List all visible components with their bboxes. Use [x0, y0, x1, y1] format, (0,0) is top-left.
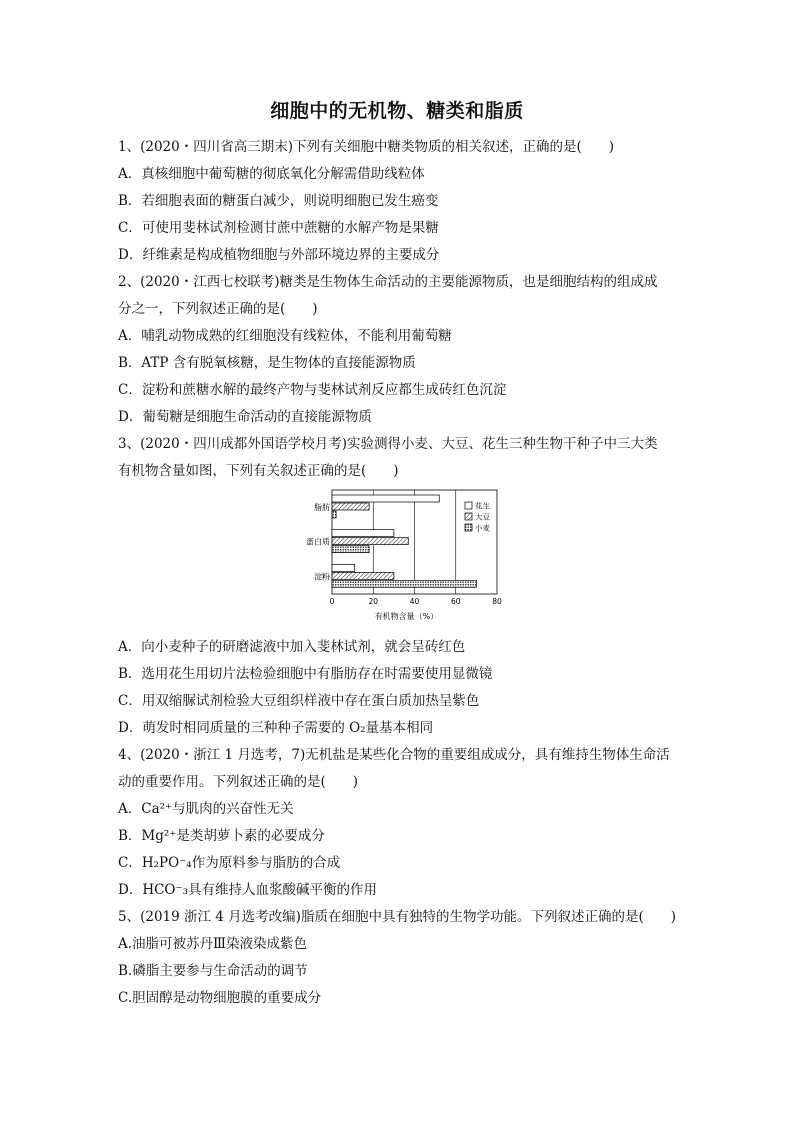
category-label: 淀粉 [314, 572, 330, 582]
q3-option-d: D．萌发时相同质量的三种种子需要的 O₂量基本相同 [118, 720, 434, 736]
bar-小麦 [332, 511, 336, 518]
q2-stem-line2: 分之一，下列叙述正确的是( ) [118, 301, 318, 317]
q1-stem: 1、(2020・四川省高三期末)下列有关细胞中糖类物质的相关叙述，正确的是( ) [118, 139, 615, 155]
legend-swatch [465, 524, 472, 531]
q4-option-c: C．H₂PO⁻₄作为原料参与脂肪的合成 [118, 855, 341, 871]
q3-stem-line1: 3、(2020・四川成都外国语学校月考)实验测得小麦、大豆、花生三种生物干种子中三大类 [118, 436, 658, 452]
q5-option-c: C.胆固醇是动物细胞膜的重要成分 [118, 990, 322, 1006]
bar-花生 [332, 530, 394, 537]
q3-stem-line2: 有机物含量如图，下列有关叙述正确的是( ) [118, 463, 399, 479]
bar-大豆 [332, 503, 369, 510]
q5-option-a: A.油脂可被苏丹Ⅲ染液染成紫色 [118, 936, 308, 952]
page-title: 细胞中的无机物、糖类和脂质 [270, 100, 524, 122]
q4-option-d: D．HCO⁻₃具有维持人血浆酸碱平衡的作用 [118, 882, 378, 898]
q3-option-c: C．用双缩脲试剂检验大豆组织样液中存在蛋白质加热呈紫色 [118, 693, 480, 709]
legend-swatch [465, 502, 472, 509]
q1-option-d: D．纤维素是构成植物细胞与外部环境边界的主要成分 [118, 247, 440, 263]
x-tick-label: 60 [450, 597, 461, 606]
q3-option-a: A．向小麦种子的研磨滤液中加入斐林试剂，就会呈砖红色 [118, 639, 466, 655]
x-axis-label: 有机物含量（%） [374, 612, 439, 621]
q1-option-b: B．若细胞表面的糖蛋白减少，则说明细胞已发生癌变 [118, 193, 439, 209]
x-tick-label: 40 [409, 597, 420, 606]
legend-label: 小麦 [475, 523, 490, 533]
q2-option-d: D．葡萄糖是细胞生命活动的直接能源物质 [118, 409, 372, 425]
bar-小麦 [332, 580, 476, 587]
q4-stem-line2: 动的重要作用。下列叙述正确的是( ) [118, 774, 359, 790]
q5-stem: 5、(2019 浙江 4 月选考改编)脂质在细胞中具有独特的生物学功能。下列叙述正确的是( ) [118, 909, 676, 925]
q4-stem-line1: 4、(2020・浙江 1 月选考，7)无机盐是某些化合物的重要组成成分，具有维持生物体生命活 [118, 747, 670, 763]
legend-swatch [465, 513, 472, 520]
bar-花生 [332, 564, 355, 571]
q2-option-b: B．ATP 含有脱氧核糖，是生物体的直接能源物质 [118, 355, 416, 371]
q4-option-a: A．Ca²⁺与肌肉的兴奋性无关 [118, 801, 294, 817]
category-label: 脂肪 [314, 503, 330, 512]
bar-花生 [332, 495, 439, 502]
x-tick-label: 80 [492, 597, 502, 606]
bar-大豆 [332, 538, 408, 545]
q2-stem-line1: 2、(2020・江西七校联考)糖类是生物体生命活动的主要能源物质，也是细胞结构的组成成 [118, 274, 658, 290]
bar-小麦 [332, 546, 369, 553]
q1-option-c: C．可使用斐林试剂检测甘蔗中蔗糖的水解产物是果糖 [118, 220, 439, 236]
q4-option-b: B．Mg²⁺是类胡萝卜素的必要成分 [118, 828, 325, 844]
q1-option-a: A．真核细胞中葡萄糖的彻底氧化分解需借助线粒体 [118, 166, 425, 182]
bar-大豆 [332, 572, 394, 579]
q2-option-c: C．淀粉和蔗糖水解的最终产物与斐林试剂反应都生成砖红色沉淀 [118, 382, 507, 398]
x-tick-label: 0 [329, 597, 335, 606]
q3-option-b: B．选用花生用切片法检验细胞中有脂肪存在时需要使用显微镜 [118, 666, 493, 682]
category-label: 蛋白质 [306, 537, 330, 547]
q5-option-b: B.磷脂主要参与生命活动的调节 [118, 963, 308, 979]
legend-label: 花生 [475, 501, 490, 511]
x-tick-label: 20 [368, 597, 379, 606]
q2-option-a: A．哺乳动物成熟的红细胞没有线粒体，不能利用葡萄糖 [118, 328, 452, 344]
organic-content-chart [300, 484, 515, 624]
legend-label: 大豆 [475, 512, 490, 522]
